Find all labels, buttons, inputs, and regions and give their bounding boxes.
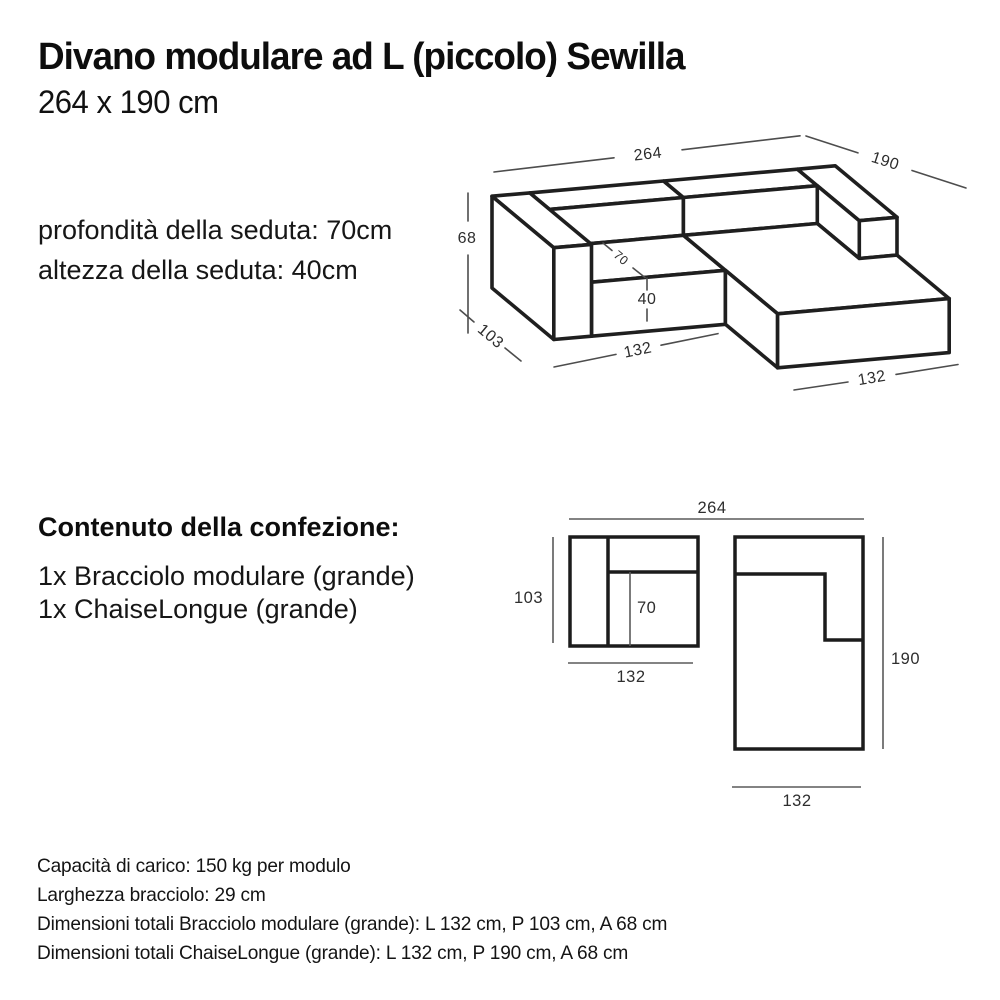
plan-dim-right-depth bbox=[883, 537, 920, 749]
dim-line bbox=[794, 382, 848, 390]
technical-specs bbox=[37, 852, 667, 968]
page-title: Divano modulare ad L (piccolo) Sewilla bbox=[38, 36, 685, 78]
dim-line bbox=[554, 354, 616, 367]
dim-label: 190 bbox=[869, 149, 902, 174]
seat-depth-spec: profondità della seduta: 70cm bbox=[38, 215, 393, 245]
plan-dim-left-depth bbox=[514, 537, 553, 643]
dim-label: 132 bbox=[622, 339, 654, 362]
dim-label: 70 bbox=[610, 247, 632, 269]
dim-label: 40 bbox=[637, 291, 657, 308]
dim-line bbox=[505, 348, 521, 361]
dim-label: 132 bbox=[616, 668, 646, 686]
dim-label: 264 bbox=[632, 144, 663, 165]
plan-left-module bbox=[570, 537, 698, 646]
dim-line bbox=[912, 171, 966, 189]
right-armrest-front-face bbox=[859, 217, 897, 258]
left-armrest-front-face bbox=[554, 244, 592, 339]
spec-armrest-width: Larghezza bracciolo: 29 cm bbox=[37, 884, 266, 906]
spec-bracciolo-dimensions: Dimensioni totali Bracciolo modulare (grande): L 132 cm, P 103 cm, A 68 cm bbox=[37, 913, 668, 935]
dim-label: 190 bbox=[891, 650, 921, 668]
dim-label: 103 bbox=[513, 589, 543, 607]
iso-dim-right-module-width bbox=[794, 365, 958, 391]
isometric-sofa-drawing bbox=[440, 120, 1000, 420]
left-module-outline bbox=[570, 537, 698, 646]
iso-dim-total-width bbox=[494, 136, 800, 172]
package-contents-list bbox=[38, 560, 415, 626]
dim-label: 132 bbox=[782, 792, 812, 810]
seat-height-spec: altezza della seduta: 40cm bbox=[38, 255, 358, 285]
package-contents-heading: Contenuto della confezione: bbox=[38, 512, 400, 542]
plan-dim-seat-depth bbox=[630, 572, 656, 646]
dim-line bbox=[494, 158, 614, 172]
plan-dim-total-width bbox=[569, 499, 864, 519]
dim-line bbox=[460, 310, 474, 322]
package-item: 1x ChaiseLongue (grande) bbox=[38, 594, 358, 624]
dim-line bbox=[806, 136, 858, 153]
dim-label: 68 bbox=[457, 230, 477, 247]
plan-dim-right-width bbox=[732, 787, 861, 810]
left-seat-front-face bbox=[592, 270, 726, 336]
plan-dim-left-width bbox=[568, 663, 693, 686]
dim-label: 132 bbox=[856, 367, 888, 390]
dim-line bbox=[661, 334, 718, 346]
plan-right-module bbox=[735, 537, 863, 749]
right-module-outline bbox=[735, 537, 863, 749]
sofa-blocks bbox=[492, 166, 949, 368]
spec-load-capacity: Capacità di carico: 150 kg per modulo bbox=[37, 855, 351, 877]
dim-line bbox=[896, 365, 958, 375]
dim-line bbox=[682, 136, 800, 150]
plan-view-drawing bbox=[500, 495, 920, 815]
right-backrest-armrest-divider bbox=[735, 574, 863, 640]
dim-label: 103 bbox=[474, 321, 507, 353]
dim-label: 70 bbox=[637, 599, 657, 617]
page-subtitle: 264 x 190 cm bbox=[38, 84, 219, 120]
package-item: 1x Bracciolo modulare (grande) bbox=[38, 561, 415, 591]
iso-dim-height bbox=[458, 193, 477, 333]
seat-specs bbox=[38, 210, 392, 290]
dim-label: 264 bbox=[697, 499, 727, 517]
iso-dim-arm-depth bbox=[460, 310, 521, 361]
spec-chaiselongue-dimensions: Dimensioni totali ChaiseLongue (grande): L 132 cm, P 190 cm, A 68 cm bbox=[37, 942, 629, 964]
